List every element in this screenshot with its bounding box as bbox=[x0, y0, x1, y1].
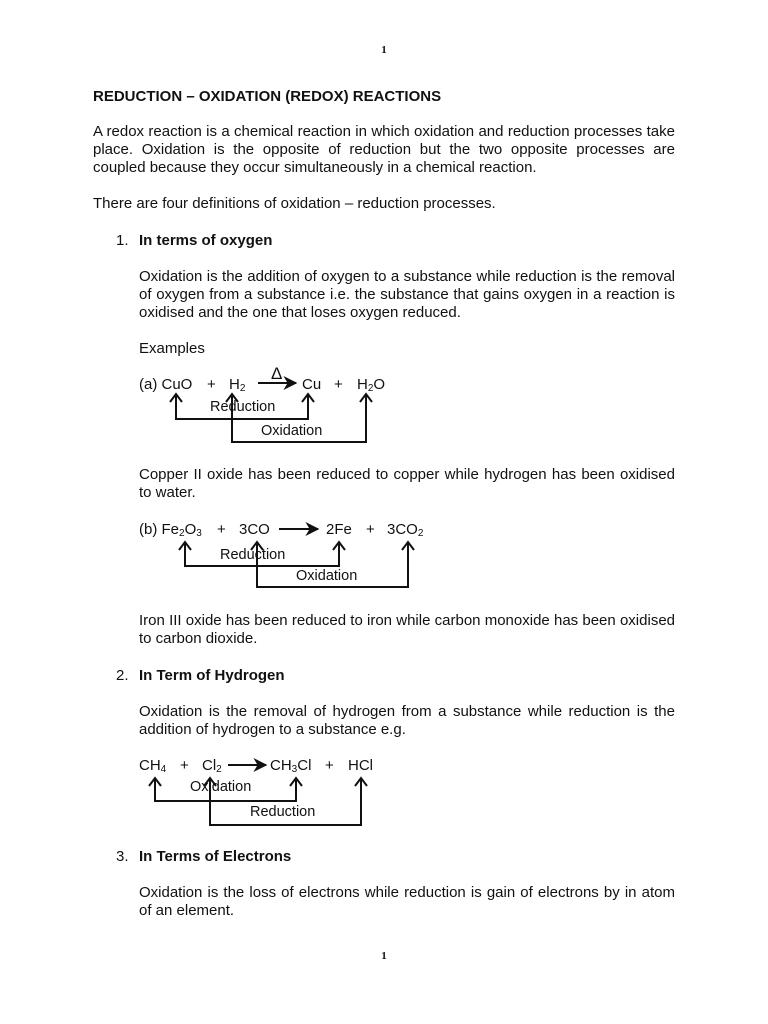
reduction-label-a: Reduction bbox=[210, 399, 276, 415]
reduction-bracket-b bbox=[185, 543, 339, 566]
o-symbol: O bbox=[373, 376, 386, 393]
oxidation-bracket-c bbox=[155, 779, 296, 801]
h-symbol: H bbox=[229, 376, 240, 393]
oxygen-definition: Oxidation is the addition of oxygen to a substance while reduction is the removal of oxygen from a substance i.e. the substance that gains oxygen in a reaction is oxidised and the one that loses oxygen reduced. bbox=[139, 268, 675, 321]
electrons-definition: Oxidation is the loss of electrons while reduction is gain of electrons by in atom of an element. bbox=[139, 884, 675, 919]
subscript: 2 bbox=[216, 764, 222, 775]
ch-symbol: CH bbox=[270, 757, 292, 774]
equation-b-3co: 3CO bbox=[239, 521, 270, 538]
equation-c-hcl: HCl bbox=[348, 757, 373, 774]
co-symbol: 3CO bbox=[387, 521, 418, 538]
equation-a-cuo: (a) CuO bbox=[139, 376, 193, 393]
delta-symbol: Δ bbox=[271, 364, 283, 383]
page-number-bottom: 1 bbox=[381, 950, 387, 962]
page-title: REDUCTION – OXIDATION (REDOX) REACTIONS bbox=[93, 88, 442, 105]
section-title: In terms of oxygen bbox=[139, 232, 273, 249]
equation-c-plus: + bbox=[325, 757, 334, 774]
h-symbol: H bbox=[357, 376, 368, 393]
examples-label: Examples bbox=[139, 340, 205, 357]
oxidation-label-c: Oxidation bbox=[190, 779, 252, 795]
equation-a-plus: + bbox=[207, 376, 216, 393]
subscript: 3 bbox=[291, 764, 298, 775]
section-title: In Term of Hydrogen bbox=[139, 667, 285, 684]
definitions-intro: There are four definitions of oxidation – reduction processes. bbox=[93, 195, 496, 212]
subscript: 2 bbox=[417, 528, 424, 539]
oxidation-label-a: Oxidation bbox=[261, 423, 323, 439]
oxidation-label-b: Oxidation bbox=[296, 568, 358, 584]
explanation-b: Iron III oxide has been reduced to iron while carbon monoxide has been oxidised to carbon dioxide. bbox=[139, 612, 675, 647]
equation-c-plus: + bbox=[180, 757, 189, 774]
equation-b-plus: + bbox=[366, 521, 375, 538]
subscript: 4 bbox=[160, 764, 167, 775]
subscript: 2 bbox=[367, 383, 374, 394]
equation-b-plus: + bbox=[217, 521, 226, 538]
reduction-label-b: Reduction bbox=[220, 547, 286, 563]
cl-symbol: Cl bbox=[202, 757, 217, 774]
equation-a-plus: + bbox=[334, 376, 343, 393]
ch-symbol: CH bbox=[139, 757, 161, 774]
section-title: In Terms of Electrons bbox=[139, 848, 292, 865]
section-number: 2. bbox=[116, 667, 129, 684]
subscript: 2 bbox=[179, 528, 185, 539]
equation-b-2fe: 2Fe bbox=[326, 521, 352, 538]
reduction-label-c: Reduction bbox=[250, 804, 316, 820]
page-number-top: 1 bbox=[381, 44, 387, 56]
subscript: 2 bbox=[239, 383, 246, 394]
cl-symbol: Cl bbox=[297, 757, 312, 774]
section-number: 1. bbox=[116, 232, 129, 249]
subscript: 3 bbox=[196, 528, 202, 539]
section-number: 3. bbox=[116, 848, 129, 865]
fe-symbol: (b) Fe bbox=[139, 521, 180, 538]
equation-a-cu: Cu bbox=[302, 376, 322, 393]
explanation-a: Copper II oxide has been reduced to copper while hydrogen has been oxidised to water. bbox=[139, 466, 675, 501]
intro-paragraph: A redox reaction is a chemical reaction in which oxidation and reduction processes take place. Oxidation is the opposite of reduction but the two opposite processes are coupled because they occur simultaneously in a chemical reaction. bbox=[93, 123, 675, 176]
o-symbol: O bbox=[184, 521, 197, 538]
hydrogen-definition: Oxidation is the removal of hydrogen from a substance while reduction is the addition of hydrogen to a substance e.g. bbox=[139, 703, 675, 738]
reduction-bracket-a bbox=[176, 395, 308, 419]
